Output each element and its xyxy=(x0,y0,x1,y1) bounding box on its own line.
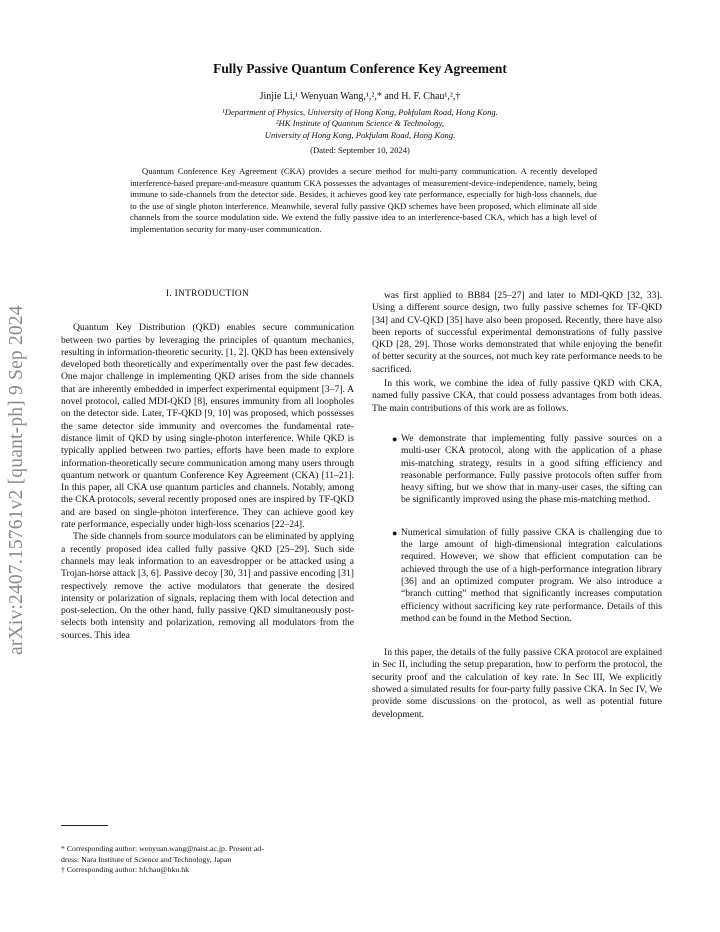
list-item xyxy=(372,527,662,625)
section-heading: I. INTRODUCTION xyxy=(165,289,250,299)
right-column xyxy=(372,290,662,721)
footnote-2: † Corresponding author: hfchau@hku.hk xyxy=(61,865,190,875)
dated-line: (Dated: September 10, 2024) xyxy=(310,145,410,155)
right-paragraph-2: In this work, we combine the idea of fully passive QKD with CKA, named fully passive CKA, that could possess advantages from both ideas. The main contributions of this work are as follows. xyxy=(372,378,662,414)
affiliations xyxy=(0,107,720,141)
contributions-list xyxy=(372,433,662,625)
contribution-2: Numerical simulation of fully passive CKA is challenging due to the large amount of high-dimensional integration calculations required. However, we show that efficient computation can be achieved through the use of a high-performance integration library [36] and an optimized computer program. We also introduce a “branch cutting” method that significantly increases computation efficiency without sacrificing key rate performance. Details of this method can be found in the Method Section. xyxy=(401,526,662,624)
contribution-1: We demonstrate that implementing fully passive sources on a multi-user CKA protocol, along with the application of a phase mis-matching strategy, results in a good sifting efficiency and reasonable performance. Fully passive protocols often suffer from heavy sifting, but we show that in many-user cases, the sifting can be significantly improved using the phase mis-matching method. xyxy=(401,432,662,506)
footnotes xyxy=(61,844,354,876)
paper-title: Fully Passive Quantum Conference Key Agreement xyxy=(213,61,507,76)
author-list: Jinjie Li,¹ Wenyuan Wang,¹,²,* and H. F. Chau¹,²,† xyxy=(259,91,461,102)
left-paragraph-1: Quantum Key Distribution (QKD) enables secure communication between two parties by leveraging the principles of quantum mechanics, resulting in information-theoretic security. [1, 2]. QKD has been extensively developed both theoretically and experimentally over the past few decades. One major challenge in implementing QKD arises from the side channels that are inherently embedded in imperfect experimental equipment [3–7]. A novel protocol, called MDI-QKD [8], ensures immunity from all loopholes on the detector side. Later, TF-QKD [9, 10] was proposed, which possesses the same detector side immunity and overcomes the fundamental rate-distance limit of QKD by using single-photon interference. While QKD is typically applied between two parties, efforts have been made to explore information-theoretically secure communication among many users through quantum network or quantum Conference Key Agreement (CKA) [11–21]. In this paper, all CKA use quantum particles and channels. Notably, among the CKA protocols, several recently proposed ones are inspired by TF-QKD and are based on single-photon interference. They can achieve good key rate performance, especially under high-loss scenarios [22–24]. xyxy=(61,322,354,531)
footnote-1-line-2: dress: Nara Institute of Science and Technology, Japan xyxy=(61,854,232,864)
affiliation-2: ²HK Institute of Quantum Science & Technology, xyxy=(275,118,445,129)
right-paragraph-closing: In this paper, the details of the fully passive CKA protocol are explained in Sec II, including the setup preparation, how to perform the protocol, the security proof and the calculation of key rate. In Sec III, We explicitly showed a simulated results for four-party fully passive CKA. In Sec IV, We provide some discussions on the protocol, as well as potential future development. xyxy=(372,647,662,720)
affiliation-1: ¹Department of Physics, University of Hong Kong, Pokfulam Road, Hong Kong. xyxy=(222,107,498,117)
bullet-icon: ● xyxy=(392,433,398,444)
footnote-rule xyxy=(61,825,108,826)
abstract-text: Quantum Conference Key Agreement (CKA) provides a secure method for multi-party communication. A recently developed interference-based prepare-and-measure quantum CKA possesses the advantages of measurement-device-independence, namely, being immune to side-channels from the detector side. Besides, it achieves good key rate performance, especially for high-loss channels, due to the use of single photon interference. Meanwhile, several fully passive QKD schemes have been proposed, which eliminate all side channels from the source modulation side. We extend the fully passive idea to an interference-based CKA, which has a high level of implementation security for many-user communication. xyxy=(130,166,597,234)
right-paragraph-1: was first applied to BB84 [25–27] and later to MDI-QKD [32, 33]. Using a different source design, two fully passive schemes for TF-QKD [34] and CV-QKD [35] have also been proposed. Recently, there have also been reports of successful experimental demonstrations of fully passive QKD [28, 29]. Those works demonstrated that while enjoying the benefit of better security at the sources, not much key rate performance needs to be sacrificed. xyxy=(372,290,662,375)
left-column xyxy=(61,288,354,642)
arxiv-identifier: arXiv:2407.15761v2 [quant-ph] 9 Sep 2024 xyxy=(6,305,27,655)
list-item xyxy=(372,433,662,507)
footnote-1-line-1: * Corresponding author: wenyuan.wang@naist.ac.jp. Present ad- xyxy=(61,844,264,853)
bullet-icon: ● xyxy=(392,527,398,538)
affiliation-3: University of Hong Kong, Pokfulam Road, Hong Kong. xyxy=(264,129,456,140)
abstract xyxy=(130,166,597,235)
left-paragraph-2: The side channels from source modulators can be eliminated by applying a recently proposed idea called fully passive QKD [25–29]. Such side channels may leak information to an eavesdropper or be attacked using a Trojan-horse attack [3, 6]. Passive decoy [30, 31] and passive encoding [31] respectively remove the active modulators that generate the desired intensity or polarization of signals, replacing them with local detection and post-selection. On the other hand, fully passive QKD simultaneously post-selects both intensity and polarization, removing all modulators from the sources. This idea xyxy=(61,531,354,641)
